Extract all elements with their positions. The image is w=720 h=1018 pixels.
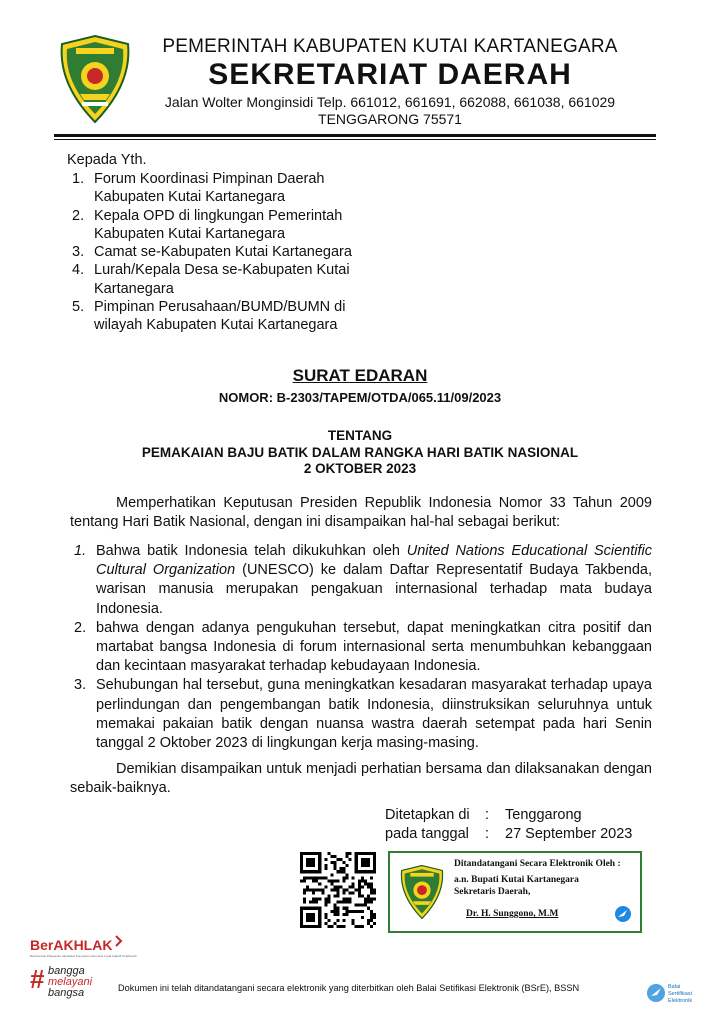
point-italic-text: United Nations Educational Scientific Cultural Organization (96, 543, 652, 579)
bsre-logo (646, 980, 708, 1006)
header-address: Jalan Wolter Monginsidi Telp. 661012, 661691, 662088, 661038, 661029 (164, 94, 616, 110)
list-item-text: bahwa dengan adanya pengukuhan tersebut, dapat meningkatkan citra positif dan martabat bangsa Indonesia di forum internasional serta menumbuhkan kebanggaan dan kecintaan masyarakat terhadap kebudayaan Indonesia. (96, 619, 652, 675)
signatory-name: Dr. H. Sunggono, M.M (466, 909, 559, 919)
list-item-number: 1. (74, 543, 87, 559)
point-text: (UNESCO) ke dalam Daftar Representatif Budaya Takbenda, warisan manusia merupakan pengakuan internasional terhadap mata budaya Indonesia. (96, 562, 652, 617)
bsre-seal-icon (614, 905, 632, 923)
enactment-date: 27 September 2023 (505, 825, 633, 842)
recipients-intro: Kepada Yth. (67, 152, 147, 168)
enactment-place-label: Ditetapkan di (385, 807, 470, 823)
list-item (70, 676, 652, 753)
list-item (72, 170, 372, 207)
list-item-text: Sehubungan hal tersebut, guna meningkatkan kesadaran masyarakat terhadap upaya perlindungan dan pengembangan batik Indonesia, diinstruksikan seluruhnya untuk memakai pakaian batik dengan nuansa wastra daerah setempat pada hari Senin tanggal 2 Oktober 2023 di lingkungan kerja masing-masing. (96, 677, 652, 752)
berakhlak-wordmark: BerAKHLAK (30, 937, 113, 953)
footer-note: Dokumen ini telah ditandatangani secara elektronik yang diterbitkan oleh Balai Setifikasi Elektronik (BSrE), BSSN (118, 983, 580, 993)
list-item-line: Forum Koordinasi Pimpinan Daerah (94, 171, 325, 187)
subject-line-1: PEMAKAIAN BAJU BATIK DALAM RANGKA HARI BATIK NASIONAL (141, 444, 579, 460)
kutai-kartanegara-crest-icon (398, 861, 446, 923)
list-item (72, 261, 372, 298)
list-item-text (94, 207, 342, 244)
list-item-text (94, 298, 345, 335)
melayani-text: melayani (48, 976, 93, 988)
hashtag-icon: # (30, 964, 45, 994)
list-item-text (96, 542, 652, 619)
enactment-place-row (385, 806, 632, 825)
list-item-text (94, 170, 325, 207)
list-item-line: wilayah Kabupaten Kutai Kartanegara (94, 317, 338, 334)
enactment-block (385, 806, 632, 843)
signature-heading: Ditandatangani Secara Elektronik Oleh : (454, 859, 621, 869)
document-subject (0, 428, 720, 478)
list-item (72, 298, 372, 335)
list-item-number: 3. (72, 244, 85, 261)
header-government-name: PEMERINTAH KABUPATEN KUTAI KARTANEGARA (162, 36, 618, 57)
list-item-line: Kabupaten Kutai Kartanegara (94, 189, 286, 206)
signature-on-behalf: a.n. Bupati Kutai Kartanegara (454, 875, 579, 885)
enactment-date-label: pada tanggal (385, 825, 469, 842)
list-item-line: Kabupaten Kutai Kartanegara (94, 225, 286, 242)
header-office-name: SEKRETARIAT DAERAH (208, 58, 572, 91)
electronic-signature-box (388, 851, 642, 933)
qr-code-icon[interactable] (300, 852, 376, 928)
body-intro: Memperhatikan Keputusan Presiden Republik Indonesia Nomor 33 Tahun 2009 tentang Hari Batik Nasional, dengan ini disampaikan hal-hal sebagai berikut: (70, 495, 652, 531)
list-item-number: 3. (74, 677, 87, 694)
list-item-line: Camat se-Kabupaten Kutai Kartanegara (94, 244, 352, 261)
signature-position: Sekretaris Daerah, (454, 887, 531, 897)
berakhlak-logo (30, 934, 137, 1004)
bsre-line-1: Balai (668, 984, 681, 990)
enactment-place: Tenggarong (505, 807, 582, 823)
body-points (70, 542, 652, 753)
list-item-number: 5. (72, 299, 85, 316)
enactment-colon: : (485, 807, 490, 823)
enactment-colon: : (485, 825, 490, 842)
recipients-list (72, 170, 372, 335)
document-title: SURAT EDARAN (292, 366, 428, 385)
header-divider-thin (54, 139, 656, 140)
berakhlak-tagline: Berorientasi Pelayanan Akuntabel Kompeten Harmonis Loyal Adaptif Kolaboratif (30, 954, 137, 958)
bsre-line-3: Elektronik (668, 998, 693, 1004)
list-item-text (94, 261, 350, 298)
bangga-text: bangga (48, 965, 85, 977)
subject-label: TENTANG (327, 428, 393, 443)
list-item-line: Lurah/Kepala Desa se-Kabupaten Kutai (94, 262, 350, 279)
bsre-line-2: Sertifikasi (668, 991, 692, 997)
list-item-line: Kepala OPD di lingkungan Pemerintah (94, 207, 343, 224)
list-item-line: Kartanegara (94, 280, 174, 297)
list-item-number: 4. (72, 262, 85, 279)
list-item-number: 1. (72, 171, 85, 187)
signature-text (454, 858, 639, 898)
document-number: NOMOR: B-2303/TAPEM/OTDA/065.11/09/2023 (218, 390, 502, 405)
header-divider (54, 134, 656, 137)
list-item (70, 619, 652, 677)
body-closing: Demikian disampaikan untuk menjadi perhatian bersama dan dilaksanakan dengan sebaik-baiknya. (70, 761, 652, 797)
header-city: TENGGARONG 75571 (318, 111, 462, 127)
list-item-number: 2. (74, 619, 87, 636)
list-item-number: 2. (72, 207, 85, 224)
subject-line-2: 2 OKTOBER 2023 (303, 461, 417, 476)
list-item (72, 207, 372, 244)
point-text: Bahwa batik Indonesia telah dikukuhkan oleh (96, 543, 407, 559)
list-item (70, 542, 652, 619)
bangsa-text: bangsa (48, 987, 85, 999)
list-item (72, 243, 372, 261)
enactment-date-row (385, 825, 632, 844)
list-item-line: Pimpinan Perusahaan/BUMD/BUMN di (94, 299, 346, 316)
